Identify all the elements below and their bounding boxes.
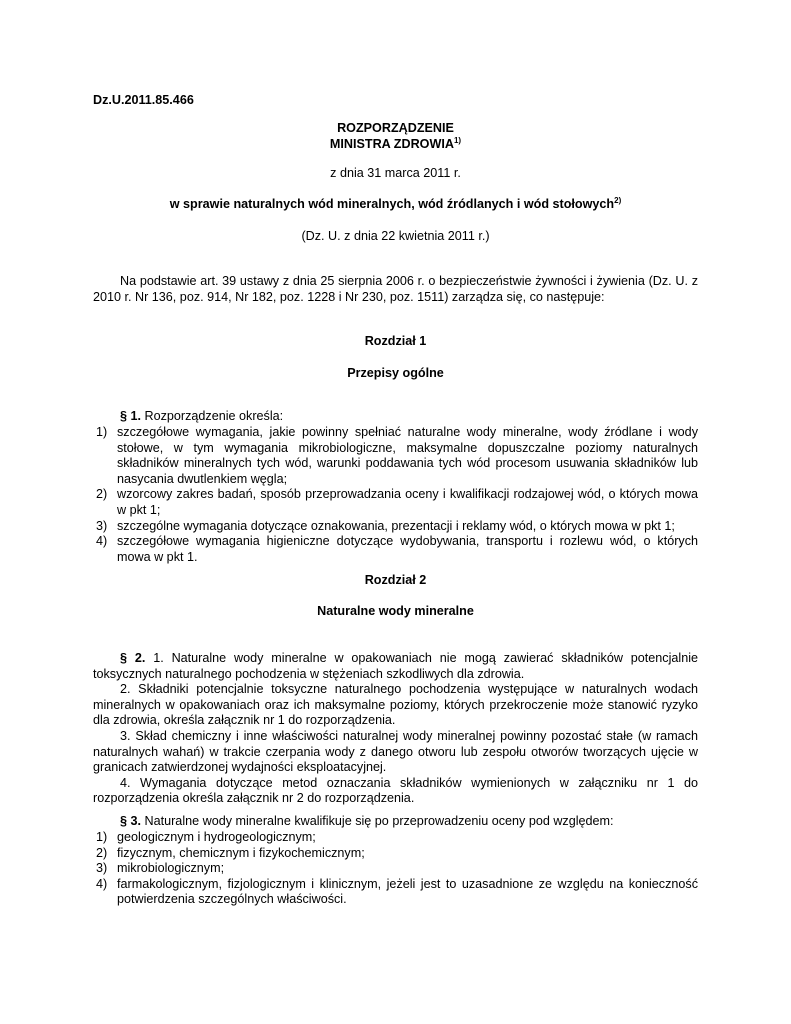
footnote-ref-1[interactable]: 1): [453, 136, 462, 145]
chapter-1-title: Przepisy ogólne: [347, 366, 444, 380]
list-item: [93, 425, 698, 487]
list-item-number: 1): [96, 830, 108, 844]
paragraph-2-mark: § 2.: [120, 651, 146, 665]
paragraph-2: [93, 651, 698, 807]
list-item-text: geologicznym i hydrogeologicznym;: [117, 830, 316, 844]
title-line-1: ROZPORZĄDZENIE: [337, 121, 454, 135]
act-date: z dnia 31 marca 2011 r.: [330, 166, 461, 180]
list-item: [93, 877, 698, 908]
title-line-2: [93, 137, 698, 153]
paragraph-3-list: [93, 830, 698, 908]
preamble: Na podstawie art. 39 ustawy z dnia 25 sierpnia 2006 r. o bezpieczeństwie żywności i żywienia (Dz. U. z 2010 r. Nr 136, poz. 914, Nr 182, poz. 1228 i Nr 230, poz. 1511) zarządza się, co następuje:: [93, 274, 698, 304]
paragraph-1-list: [93, 425, 698, 565]
list-item-text: wzorcowy zakres badań, sposób przeprowadzania oceny i kwalifikacji rodzajowej wód, o których mowa w pkt 1;: [117, 487, 698, 517]
list-item: [93, 487, 698, 518]
paragraph-2-point-1: [93, 651, 698, 682]
list-item-number: 3): [96, 861, 108, 876]
document-id: Dz.U.2011.85.466: [93, 93, 194, 107]
list-item-text: szczegółowe wymagania, jakie powinny spełniać naturalne wody mineralne, wody źródlane i wody stołowe, w tym wymagania mikrobiologiczne, maksymalne dopuszczalne poziomy naturalnych składników mineralnych tych wód, warunki poddawania tych wód procesom usuwania składników lub nasycania dwutlenkiem węgla;: [117, 425, 698, 486]
list-item: [93, 830, 698, 846]
list-item: [93, 519, 698, 535]
list-item-number: 4): [96, 534, 108, 549]
list-item-number: 1): [96, 425, 108, 439]
chapter-2-label: Rozdział 2: [364, 573, 427, 587]
paragraph-1-intro: [93, 409, 698, 425]
paragraph-2-point-3: 3. Skład chemiczny i inne właściwości naturalnej wody mineralnej powinny pozostać stałe (w ramach naturalnych wahań) w trakcie czerpania wody z danego otworu lub zespołu otworów tworzących ujęcie w granicach zatwierdzonej wydajności eksploatacyjnej.: [93, 728, 698, 775]
list-item-number: 2): [96, 487, 108, 502]
list-item: [93, 846, 698, 862]
footnote-ref-2[interactable]: 2): [614, 196, 622, 205]
paragraph-3-intro-text: Naturalne wody mineralne kwalifikuje się po przeprowadzeniu oceny pod względem:: [141, 814, 614, 828]
paragraph-2-point-4: 4. Wymagania dotyczące metod oznaczania składników wymienionych w załączniku nr 1 do rozporządzenia określa załącznik nr 2 do rozporządzenia.: [93, 775, 698, 806]
list-item-text: fizycznym, chemicznym i fizykochemicznym;: [117, 845, 365, 860]
list-item-text: szczególne wymagania dotyczące oznakowania, prezentacji i reklamy wód, o których mowa w pkt 1;: [117, 518, 675, 533]
act-subject-text: w sprawie naturalnych wód mineralnych, wód źródlanych i wód stołowych: [169, 197, 615, 211]
chapter-2-title: Naturalne wody mineralne: [317, 604, 474, 618]
paragraph-2-point-2: 2. Składniki potencjalnie toksyczne naturalnego pochodzenia występujące w naturalnych wodach mineralnych w opakowaniach oraz ich maksymalne poziomy, których przekroczenie może stanowić ryzyko dla zdrowia, określa załącznik nr 1 do rozporządzenia.: [93, 682, 698, 728]
list-item-text: mikrobiologicznym;: [117, 861, 225, 876]
list-item-number: 4): [96, 876, 108, 891]
list-item-text: farmakologicznym, fizjologicznym i klinicznym, jeżeli jest to uzasadnione ze względu na konieczność potwierdzenia szczególnych właściwości.: [117, 876, 698, 907]
list-item-number: 2): [96, 845, 108, 860]
paragraph-2-point-1-text: 1. Naturalne wody mineralne w opakowaniach nie mogą zawierać składników potencjalnie toksycznych naturalnego pochodzenia w stężeniach szkodliwych dla zdrowia.: [93, 651, 698, 681]
paragraph-1-intro-text: Rozporządzenie określa:: [141, 409, 284, 423]
paragraph-3-intro: [93, 814, 698, 830]
publication-info: (Dz. U. z dnia 22 kwietnia 2011 r.): [301, 229, 490, 243]
list-item-text: szczegółowe wymagania higieniczne dotyczące wydobywania, transportu i rozlewu wód, o których mowa w pkt 1.: [117, 534, 698, 564]
list-item-number: 3): [96, 518, 108, 533]
list-item: [93, 534, 698, 565]
chapter-1-label: Rozdział 1: [364, 334, 427, 348]
list-item: [93, 861, 698, 877]
title-line-2-text: MINISTRA ZDROWIA: [329, 137, 454, 151]
act-subject: [93, 197, 698, 213]
paragraph-1-mark: § 1.: [120, 409, 142, 423]
paragraph-3-mark: § 3.: [120, 814, 142, 828]
